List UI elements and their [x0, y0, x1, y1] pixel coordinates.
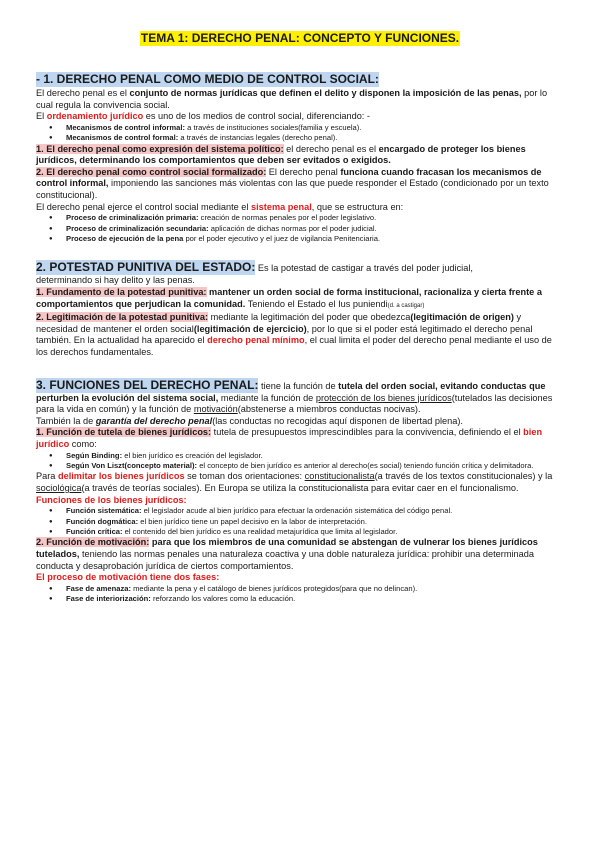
- list-item: ● Función crítica: el contenido del bien jurídico es una realidad metajurídica que limita al legislador.: [66, 527, 564, 537]
- paragraph: determinando si hay delito y las penas.: [36, 275, 195, 286]
- bullet-list: [36, 213, 564, 244]
- paragraph: 1. El derecho penal como expresión del sistema político: el derecho penal es el encargado de proteger los bienes jurídicos, determinando los comportamientos que deben ser evitados o exigidos.: [36, 143, 526, 166]
- list-item: ● Según Von Liszt(concepto material): el concepto de bien jurídico es anterior al derecho(es social) teniendo función crítica y delimitadora.: [66, 461, 564, 471]
- list-item: ● Proceso de criminalización secundaria: aplicación de dichas normas por el poder judicial.: [66, 224, 564, 234]
- list-item: ● Proceso de criminalización primaria: creación de normas penales por el poder legislativo.: [66, 213, 564, 223]
- paragraph: 2. El derecho penal como control social formalizado: El derecho penal funciona cuando fracasan los mecanismos de control informal, imponiendo las sanciones más violentas con las que puede responder el Estado (condicionado por un texto constitucional).: [36, 166, 549, 200]
- section-funciones: [36, 378, 564, 605]
- list-item: ● Según Binding: el bien jurídico es creación del legislador.: [66, 451, 564, 461]
- section-control-social: [36, 70, 564, 244]
- paragraph: El derecho penal es el conjunto de normas jurídicas que definen el delito y disponen la imposición de las penas, por lo cual regula la convivencia social.: [36, 88, 548, 110]
- list-item: ● Mecanismos de control informal: a través de instituciones sociales(familia y escuela).: [66, 123, 564, 133]
- bullet-list: [36, 123, 564, 144]
- section-heading-2: 2. POTESTAD PUNITIVA DEL ESTADO:: [36, 260, 256, 275]
- bullet-list: [36, 506, 564, 537]
- paragraph: También la de garantía del derecho penal(las conductas no recogidas aquí disponen de libertad plena).: [36, 415, 463, 426]
- list-item: ● Fase de interiorización: reforzando los valores como la educación.: [66, 594, 564, 604]
- list-item: ● Mecanismos de control formal: a través de instancias legales (derecho penal).: [66, 133, 564, 143]
- section-potestad-punitiva: [36, 260, 564, 358]
- paragraph: 3. FUNCIONES DEL DERECHO PENAL: tiene la función de tutela del orden social, evitando conductas que perturben la evolución del sistema social, mediante la función de protección de los bienes jurídicos(tutelados las decisiones para la vida en común) y la función de motivación(abstenerse a miembros conductas nocivas).: [36, 377, 553, 415]
- paragraph: 2. POTESTAD PUNITIVA DEL ESTADO: Es la potestad de castigar a través del poder judicial,: [36, 260, 473, 275]
- list-item: ● Función sistemática: el legislador acude al bien jurídico para efectuar la ordenación sistemática del código penal.: [66, 506, 564, 516]
- subheading-funciones-bienes: Funciones de los bienes jurídicos:: [36, 494, 187, 505]
- list-item: ● Proceso de ejecución de la pena por el poder ejecutivo y el juez de vigilancia Penitenciaria.: [66, 234, 564, 244]
- paragraph: 2. Legitimación de la potestad punitiva: mediante la legitimación del poder que obedezca(legitimación de origen) y necesidad de mantener el orden social(legitimación de ejercicio), por lo que si el poder está legitimado el derecho penal también. En la actualidad ha aparecido el derecho penal mínimo, el cual limita el poder del derecho penal mediante el uso de los derechos fundamentales.: [36, 312, 552, 357]
- section-heading-3: 3. FUNCIONES DEL DERECHO PENAL:: [36, 377, 259, 392]
- paragraph: El derecho penal ejerce el control social mediante el sistema penal, que se estructura en:: [36, 201, 404, 212]
- list-item: ● Fase de amenaza: mediante la pena y el catálogo de bienes jurídicos protegidos(para que no delincan).: [66, 584, 564, 594]
- paragraph: 1. Fundamento de la potestad punitiva: mantener un orden social de forma institucional, racionaliza y cierta frente a comportamientos que perjudican la comunidad. Teniendo el Estado el Ius puniendi(d. a castigar): [36, 286, 542, 309]
- subheading-motivacion: El proceso de motivación tiene dos fases:: [36, 572, 220, 583]
- list-item: ● Función dogmática: el bien jurídico tiene un papel decisivo en la labor de interpretación.: [66, 517, 564, 527]
- paragraph: Para delimitar los bienes jurídicos se toman dos orientaciones: constitucionalista(a través de los textos constitucionales) y la sociológica(a través de teorías sociales). En Europa se utiliza la constitucionalista para evitar caer en el funcionalismo.: [36, 471, 553, 493]
- page-title: TEMA 1: DERECHO PENAL: CONCEPTO Y FUNCIONES.: [140, 31, 460, 45]
- bullet-list: [36, 451, 564, 472]
- paragraph: 2. Función de motivación: para que los miembros de una comunidad se abstengan de vulnerar los bienes jurídicos tutelados, teniendo las normas penales una naturaleza coactiva y una doble naturaleza jurídica: prohibir una determinada conducta y desaprobación jurídica de ciertos comportamientos.: [36, 537, 538, 571]
- section-heading-1: - 1. DERECHO PENAL COMO MEDIO DE CONTROL SOCIAL:: [36, 72, 379, 86]
- paragraph: El ordenamiento jurídico es uno de los medios de control social, diferenciando: -: [36, 111, 370, 122]
- paragraph: 1. Función de tutela de bienes jurídicos: tutela de presupuestos imprescindibles para la convivencia, definiendo el el bien jurídico como:: [36, 427, 543, 449]
- bullet-list: [36, 584, 564, 605]
